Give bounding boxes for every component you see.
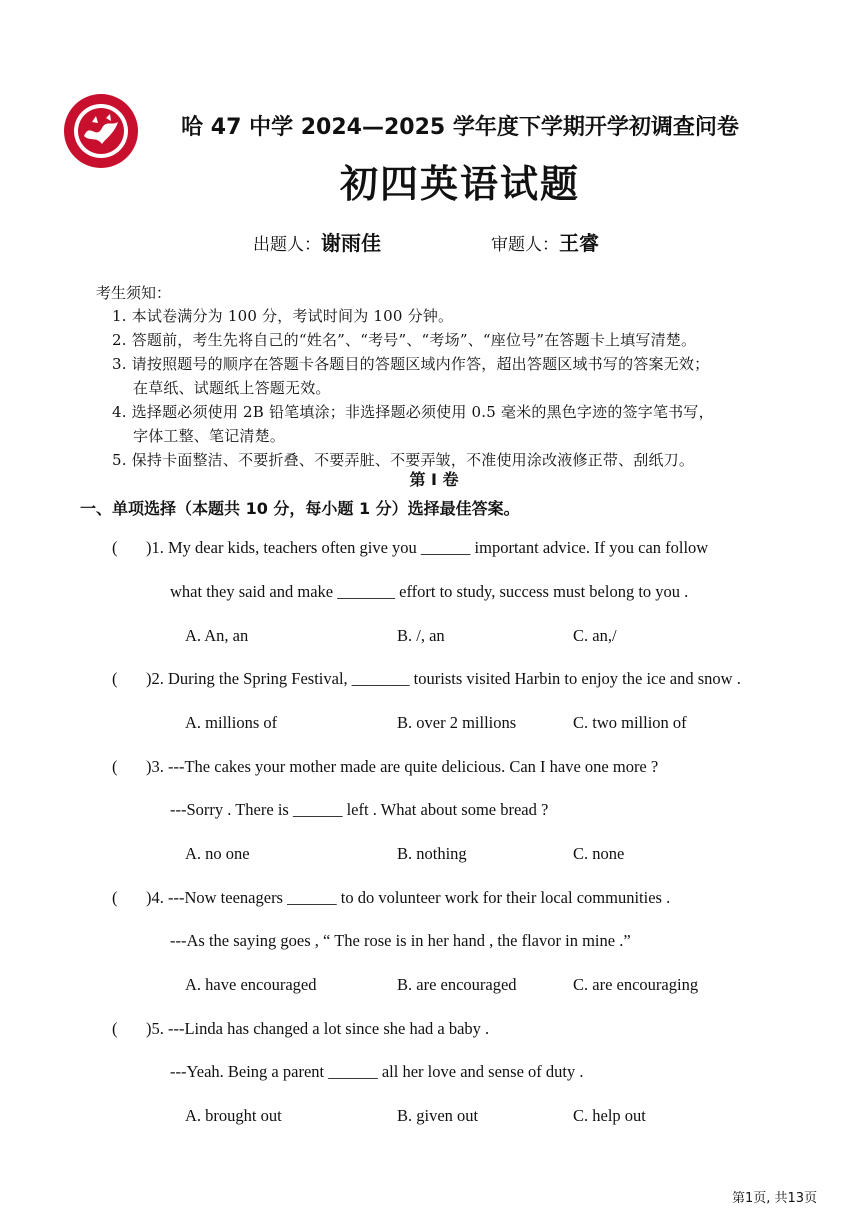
logo-year: 1968 (90, 157, 112, 166)
answer-paren: ( (112, 757, 118, 776)
notice-line: 在草纸、试题纸上答题无效。 (133, 379, 331, 397)
question-line: ---As the saying goes , “ The rose is in her hand , the flavor in mine .” (170, 931, 631, 950)
setter-name: 谢雨佳 (321, 231, 381, 255)
reviewer-name: 王睿 (559, 231, 599, 255)
option-b: B. given out (397, 1106, 479, 1125)
setter (253, 227, 381, 256)
question-line: )3. ---The cakes your mother made are quite delicious. Can I have one more ? (146, 757, 659, 776)
part-title: 一、单项选择（本题共 10 分，每小题 1 分）选择最佳答案。 (80, 499, 520, 518)
question-line: ---Sorry . There is ______ left . What about some bread ? (170, 800, 549, 819)
subject-title: 初四英语试题 (339, 162, 580, 206)
setter-label: 出题人： (253, 235, 321, 255)
option-b: B. /, an (397, 626, 445, 645)
option-b: B. are encouraged (397, 975, 517, 994)
section-mark: 第 I 卷 (409, 470, 459, 489)
answer-paren: ( (112, 538, 118, 557)
option-b: B. nothing (397, 844, 467, 863)
reviewer-label: 审题人： (491, 235, 559, 255)
notice-line: 3. 请按照题号的顺序在答题卡各题目的答题区域内作答，超出答题区域书写的答案无效； (112, 355, 710, 373)
question-line: )2. During the Spring Festival, _______ tourists visited Harbin to enjoy the ice and snow . (146, 669, 741, 688)
answer-paren: ( (112, 888, 118, 907)
option-a: A. An, an (185, 626, 249, 645)
notice-line: 1. 本试卷满分为 100 分，考试时间为 100 分钟。 (112, 307, 454, 325)
notice-line: 2. 答题前，考生先将自己的“姓名”、“考号”、“考场”、“座位号”在答题卡上填写清楚。 (112, 331, 697, 349)
notice-line: 4. 选择题必须使用 2B 铅笔填涂；非选择题必须使用 0.5 毫米的黑色字迹的签字笔书写， (112, 403, 714, 421)
school-title: 哈 47 中学 2024—2025 学年度下学期开学初调查问卷 (181, 115, 739, 140)
question-line: )5. ---Linda has changed a lot since she had a baby . (146, 1019, 490, 1038)
option-a: A. millions of (185, 713, 278, 732)
option-c: C. are encouraging (573, 975, 699, 994)
option-a: A. no one (185, 844, 250, 863)
option-a: A. have encouraged (185, 975, 317, 994)
notice-line: 字体工整、笔记清楚。 (133, 427, 286, 445)
notice-heading: 考生须知： (96, 284, 172, 302)
page-number: 第1页, 共13页 (732, 1191, 818, 1206)
question-line: what they said and make _______ effort to study, success must belong to you . (170, 582, 689, 601)
option-c: C. two million of (573, 713, 687, 732)
question-line: ---Yeah. Being a parent ______ all her love and sense of duty . (170, 1062, 584, 1081)
question-line: )4. ---Now teenagers ______ to do volunteer work for their local communities . (146, 888, 671, 907)
notice-line: 5. 保持卡面整洁、不要折叠、不要弄脏、不要弄皱，不准使用涂改液修正带、刮纸刀。 (112, 451, 695, 469)
option-c: C. help out (573, 1106, 646, 1125)
answer-paren: ( (112, 669, 118, 688)
option-b: B. over 2 millions (397, 713, 517, 732)
answer-paren: ( (112, 1019, 118, 1038)
question-line: )1. My dear kids, teachers often give you ______ important advice. If you can follow (146, 538, 709, 557)
option-c: C. an,/ (573, 626, 617, 645)
option-c: C. none (573, 844, 625, 863)
option-a: A. brought out (185, 1106, 282, 1125)
reviewer (491, 227, 599, 256)
